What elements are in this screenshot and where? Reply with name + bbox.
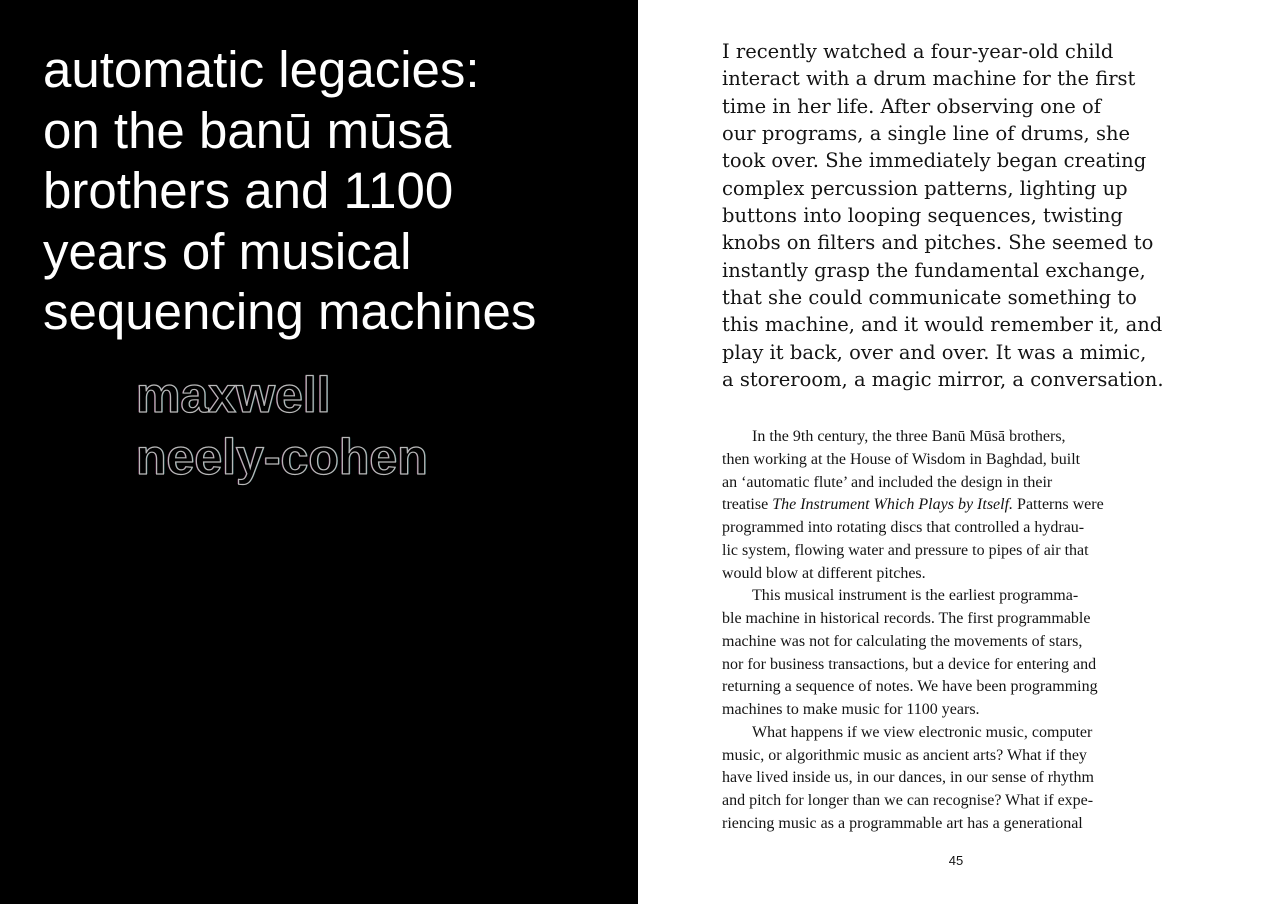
body-line: ble machine in historical records. The first programmable [722, 610, 1091, 627]
intro-line: took over. She immediately began creating [722, 149, 1147, 173]
body-text [722, 426, 1202, 836]
title-line: automatic legacies: [43, 41, 480, 98]
intro-line: that she could communicate something to [722, 286, 1137, 310]
intro-line: our programs, a single line of drums, she [722, 122, 1131, 146]
book-title-italic: The Instrument Which Plays by Itself. [772, 496, 1014, 514]
body-line [722, 494, 1202, 517]
body-line: lic system, flowing water and pressure to pipes of air that [722, 541, 1089, 559]
body-line: nor for business transactions, but a device for entering and [722, 655, 1097, 673]
body-line: an ‘automatic flute’ and included the design in their [722, 473, 1053, 491]
intro-line: a storeroom, a magic mirror, a conversation. [722, 368, 1164, 392]
intro-line: this machine, and it would remember it, and [722, 313, 1163, 337]
intro-line: time in her life. After observing one of [722, 94, 1101, 118]
intro-line: interact with a drum machine for the first [722, 67, 1136, 91]
body-line: then working at the House of Wisdom in Baghdad, built [722, 450, 1081, 468]
title-line: years of musical [43, 222, 412, 280]
intro-line: play it back, over and over. It was a mimic, [722, 340, 1147, 364]
body-line: riencing music as a programmable art has a generational [722, 814, 1083, 832]
intro-line: I recently watched a four-year-old child [722, 40, 1114, 63]
body-line: and pitch for longer than we can recognise? What if expe- [722, 792, 1094, 809]
intro-paragraph [722, 38, 1164, 393]
title-line: brothers and 1100 [43, 162, 454, 219]
body-line: What happens if we view electronic music, computer [752, 723, 1093, 741]
body-line: machine was not for calculating the movements of stars, [722, 632, 1083, 650]
body-line: have lived inside us, in our dances, in our sense of rhythm [722, 769, 1094, 787]
body-line: This musical instrument is the earliest programma- [752, 587, 1079, 605]
intro-line: buttons into looping sequences, twisting [722, 204, 1123, 228]
right-page [638, 0, 1275, 904]
body-line: In the 9th century, the three Banū Mūsā brothers, [752, 428, 1066, 445]
body-line-text: treatise [722, 496, 773, 514]
title-line: sequencing machines [43, 283, 537, 340]
body-line: programmed into rotating discs that controlled a hydrau- [722, 519, 1085, 536]
intro-line: complex percussion patterns, lighting up [722, 176, 1128, 200]
article-title [43, 40, 633, 343]
author-line: neely-cohen [136, 429, 428, 485]
page-number: 45 [948, 853, 964, 868]
intro-line: instantly grasp the fundamental exchange, [722, 258, 1146, 282]
body-line-text: Patterns were [1013, 496, 1104, 514]
author-name [136, 364, 428, 488]
body-line: returning a sequence of notes. We have been programming [722, 678, 1098, 696]
body-line: music, or algorithmic music as ancient arts? What if they [722, 746, 1087, 764]
author-line: maxwell [136, 367, 331, 423]
body-line: machines to make music for 1100 years. [722, 701, 980, 718]
title-line: on the banū mūsā [43, 101, 452, 159]
intro-line: knobs on filters and pitches. She seemed to [722, 231, 1154, 255]
body-line: would blow at different pitches. [722, 564, 926, 582]
